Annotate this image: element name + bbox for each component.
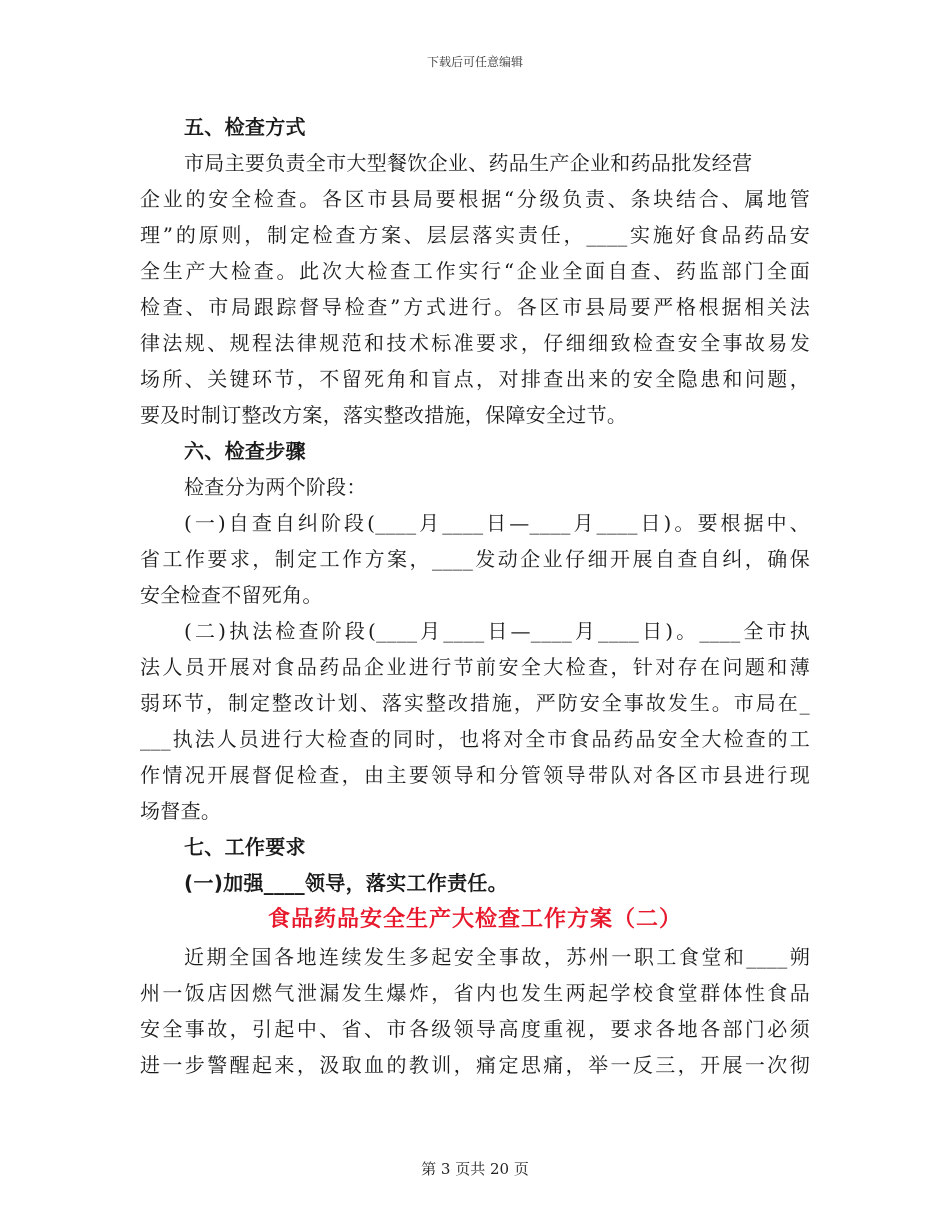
page-footer: 第 3 页共 20 页 xyxy=(421,1160,529,1178)
paragraph-line: (一)自查自纠阶段(____月____日—____月____日)。要根据中、 xyxy=(184,511,810,535)
paragraph-line: ___执法人员进行大检查的同时，也将对全市食品药品安全大检查的工 xyxy=(140,727,810,751)
paragraph-line: 理”的原则，制定检查方案、层层落实责任，____实施好食品药品安 xyxy=(140,223,810,247)
paragraph-line: 全生产大检查。此次大检查工作实行“企业全面自查、药监部门全面 xyxy=(140,259,810,283)
section-heading-5: 五、检查方式 xyxy=(184,115,306,139)
paragraph-line: 州一饭店因燃气泄漏发生爆炸，省内也发生两起学校食堂群体性食品 xyxy=(140,981,810,1005)
paragraph-line: 律法规、规程法律规范和技术标准要求，仔细细致检查安全事故易发 xyxy=(140,331,810,355)
paragraph-line: 进一步警醒起来，汲取血的教训，痛定思痛，举一反三，开展一次彻 xyxy=(140,1053,810,1077)
paragraph-line: 近期全国各地连续发生多起安全事故，苏州一职工食堂和____朔 xyxy=(184,945,810,969)
paragraph-line: 场督查。 xyxy=(140,799,222,823)
section-heading-7: 七、工作要求 xyxy=(184,835,306,859)
paragraph-line: 市局主要负责全市大型餐饮企业、药品生产企业和药品批发经营 xyxy=(184,151,753,175)
paragraph-line: 安全事故，引起中、省、市各级领导高度重视，要求各地各部门必须 xyxy=(140,1017,810,1041)
paragraph-line: 检查分为两个阶段： xyxy=(184,475,367,499)
paragraph-line: 要及时制订整改方案，落实整改措施，保障安全过节。 xyxy=(140,403,628,427)
page-header: 下载后可任意编辑 xyxy=(426,55,523,69)
paragraph-line: 检查、市局跟踪督导检查”方式进行。各区市县局要严格根据相关法 xyxy=(140,295,810,319)
paragraph-line: 企业的安全检查。各区市县局要根据“分级负责、条块结合、属地管 xyxy=(140,187,810,211)
section-heading-6: 六、检查步骤 xyxy=(184,439,306,463)
paragraph-line: 弱环节，制定整改计划、落实整改措施，严防安全事故发生。市局在_ xyxy=(140,691,810,715)
subsection-heading: (一)加强____领导，落实工作责任。 xyxy=(184,871,508,895)
paragraph-line: 作情况开展督促检查，由主要领导和分管领导带队对各区市县进行现 xyxy=(140,763,810,787)
paragraph-line: (二)执法检查阶段(____月____日—____月____日)。____全市执 xyxy=(184,619,810,643)
paragraph-line: 安全检查不留死角。 xyxy=(140,583,323,607)
paragraph-line: 省工作要求，制定工作方案，____发动企业仔细开展自查自纠，确保 xyxy=(140,547,810,571)
paragraph-line: 场所、关键环节，不留死角和盲点，对排查出来的安全隐患和问题， xyxy=(140,367,810,391)
paragraph-line: 法人员开展对食品药品企业进行节前安全大检查，针对存在问题和薄 xyxy=(140,655,810,679)
document-title-red: 食品药品安全生产大检查工作方案（二） xyxy=(267,907,682,932)
